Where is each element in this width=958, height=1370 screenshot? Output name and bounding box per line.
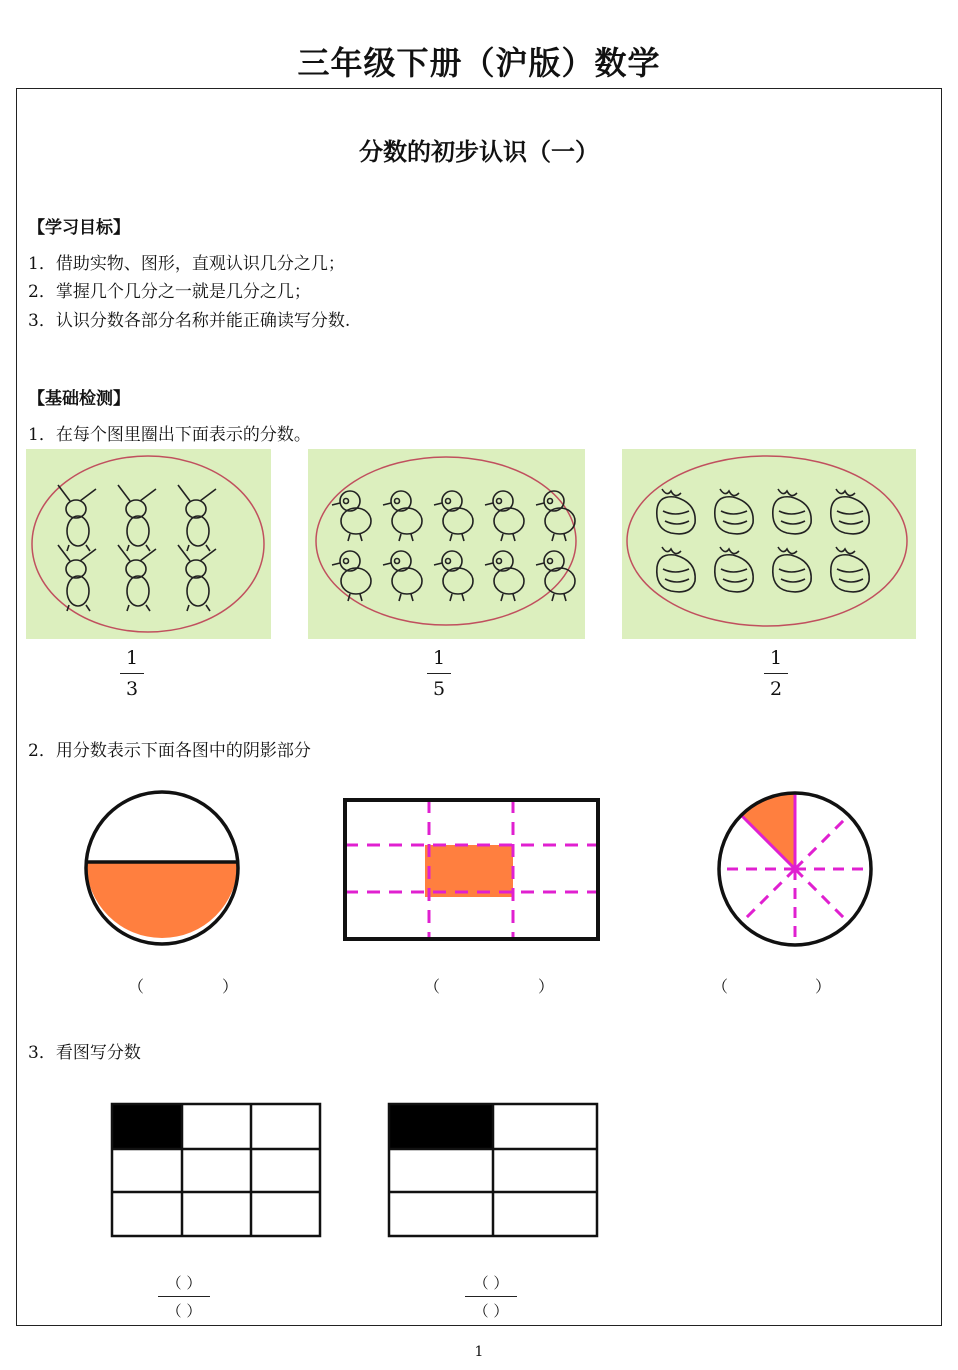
answer-open-paren: （ bbox=[712, 977, 729, 996]
answer-open-paren: （ bbox=[128, 977, 145, 996]
radish-icon bbox=[657, 489, 695, 534]
grid-3x3 bbox=[108, 1100, 324, 1240]
denominator: 5 bbox=[432, 678, 446, 700]
chick-icon bbox=[536, 491, 575, 541]
chick-icon bbox=[383, 551, 422, 601]
chick-icon bbox=[485, 551, 524, 601]
rabbit-icon bbox=[118, 485, 156, 551]
radish-icon bbox=[831, 547, 869, 592]
radish-icon bbox=[773, 547, 811, 592]
blank-numerator: （ ） bbox=[473, 1274, 509, 1292]
fraction-one-half bbox=[756, 646, 796, 701]
question-1-prompt: 1．在每个图里圈出下面表示的分数。 bbox=[28, 425, 311, 445]
fraction-bar bbox=[120, 673, 144, 674]
blank-fraction[interactable] bbox=[154, 1272, 214, 1321]
answer-close-paren: ） bbox=[538, 977, 555, 996]
rabbits-picture bbox=[26, 449, 271, 639]
page-number: 1 bbox=[474, 1344, 484, 1360]
numerator: 1 bbox=[432, 647, 446, 669]
chick-icon bbox=[434, 551, 473, 601]
rabbit-icon bbox=[178, 545, 216, 611]
question-3-prompt: 3．看图写分数 bbox=[28, 1043, 141, 1063]
chick-icon bbox=[383, 491, 422, 541]
chick-icon bbox=[485, 491, 524, 541]
basic-heading: 【基础检测】 bbox=[28, 389, 130, 409]
rabbit-icon bbox=[178, 485, 216, 551]
blank-numerator: （ ） bbox=[166, 1274, 202, 1292]
rabbit-icon bbox=[58, 485, 96, 551]
chick-icon bbox=[332, 491, 371, 541]
objective-item: 2．掌握几个几分之一就是几分之几； bbox=[28, 282, 311, 302]
ninths-rectangle bbox=[340, 795, 604, 945]
radish-icon bbox=[657, 547, 695, 592]
radish-icon bbox=[831, 489, 869, 534]
blank-fraction[interactable] bbox=[461, 1272, 521, 1321]
chick-icon bbox=[332, 551, 371, 601]
answer-open-paren: （ bbox=[424, 977, 441, 996]
fraction-one-fifth bbox=[419, 646, 459, 701]
question-2-prompt: 2．用分数表示下面各图中的阴影部分 bbox=[28, 741, 311, 761]
lesson-title: 分数的初步认识（一） bbox=[359, 137, 599, 166]
denominator: 3 bbox=[125, 678, 139, 700]
objective-item: 1．借助实物、图形，直观认识几分之几； bbox=[28, 254, 345, 274]
fraction-bar bbox=[465, 1296, 517, 1297]
blank-denominator: （ ） bbox=[166, 1302, 202, 1320]
fraction-one-third bbox=[112, 646, 152, 701]
chicks-picture bbox=[308, 449, 585, 639]
radishes-picture bbox=[622, 449, 916, 639]
page-title: 三年级下册（沪版）数学 bbox=[297, 44, 661, 82]
half-shaded-circle bbox=[80, 788, 246, 954]
objectives-heading: 【学习目标】 bbox=[28, 218, 130, 238]
objective-item: 3．认识分数各部分名称并能正确读写分数. bbox=[28, 311, 351, 331]
radish-icon bbox=[773, 489, 811, 534]
blank-denominator: （ ） bbox=[473, 1302, 509, 1320]
fraction-bar bbox=[158, 1296, 210, 1297]
numerator: 1 bbox=[125, 647, 139, 669]
eighths-circle bbox=[712, 786, 878, 952]
denominator: 2 bbox=[769, 678, 783, 700]
grid-2x3 bbox=[385, 1100, 601, 1240]
fraction-bar bbox=[427, 673, 451, 674]
numerator: 1 bbox=[769, 647, 783, 669]
rabbit-icon bbox=[58, 545, 96, 611]
radish-icon bbox=[715, 489, 753, 534]
rabbit-icon bbox=[118, 545, 156, 611]
fraction-bar bbox=[764, 673, 788, 674]
radish-icon bbox=[715, 547, 753, 592]
answer-close-paren: ） bbox=[222, 977, 239, 996]
chick-icon bbox=[536, 551, 575, 601]
chick-icon bbox=[434, 491, 473, 541]
answer-close-paren: ） bbox=[815, 977, 832, 996]
